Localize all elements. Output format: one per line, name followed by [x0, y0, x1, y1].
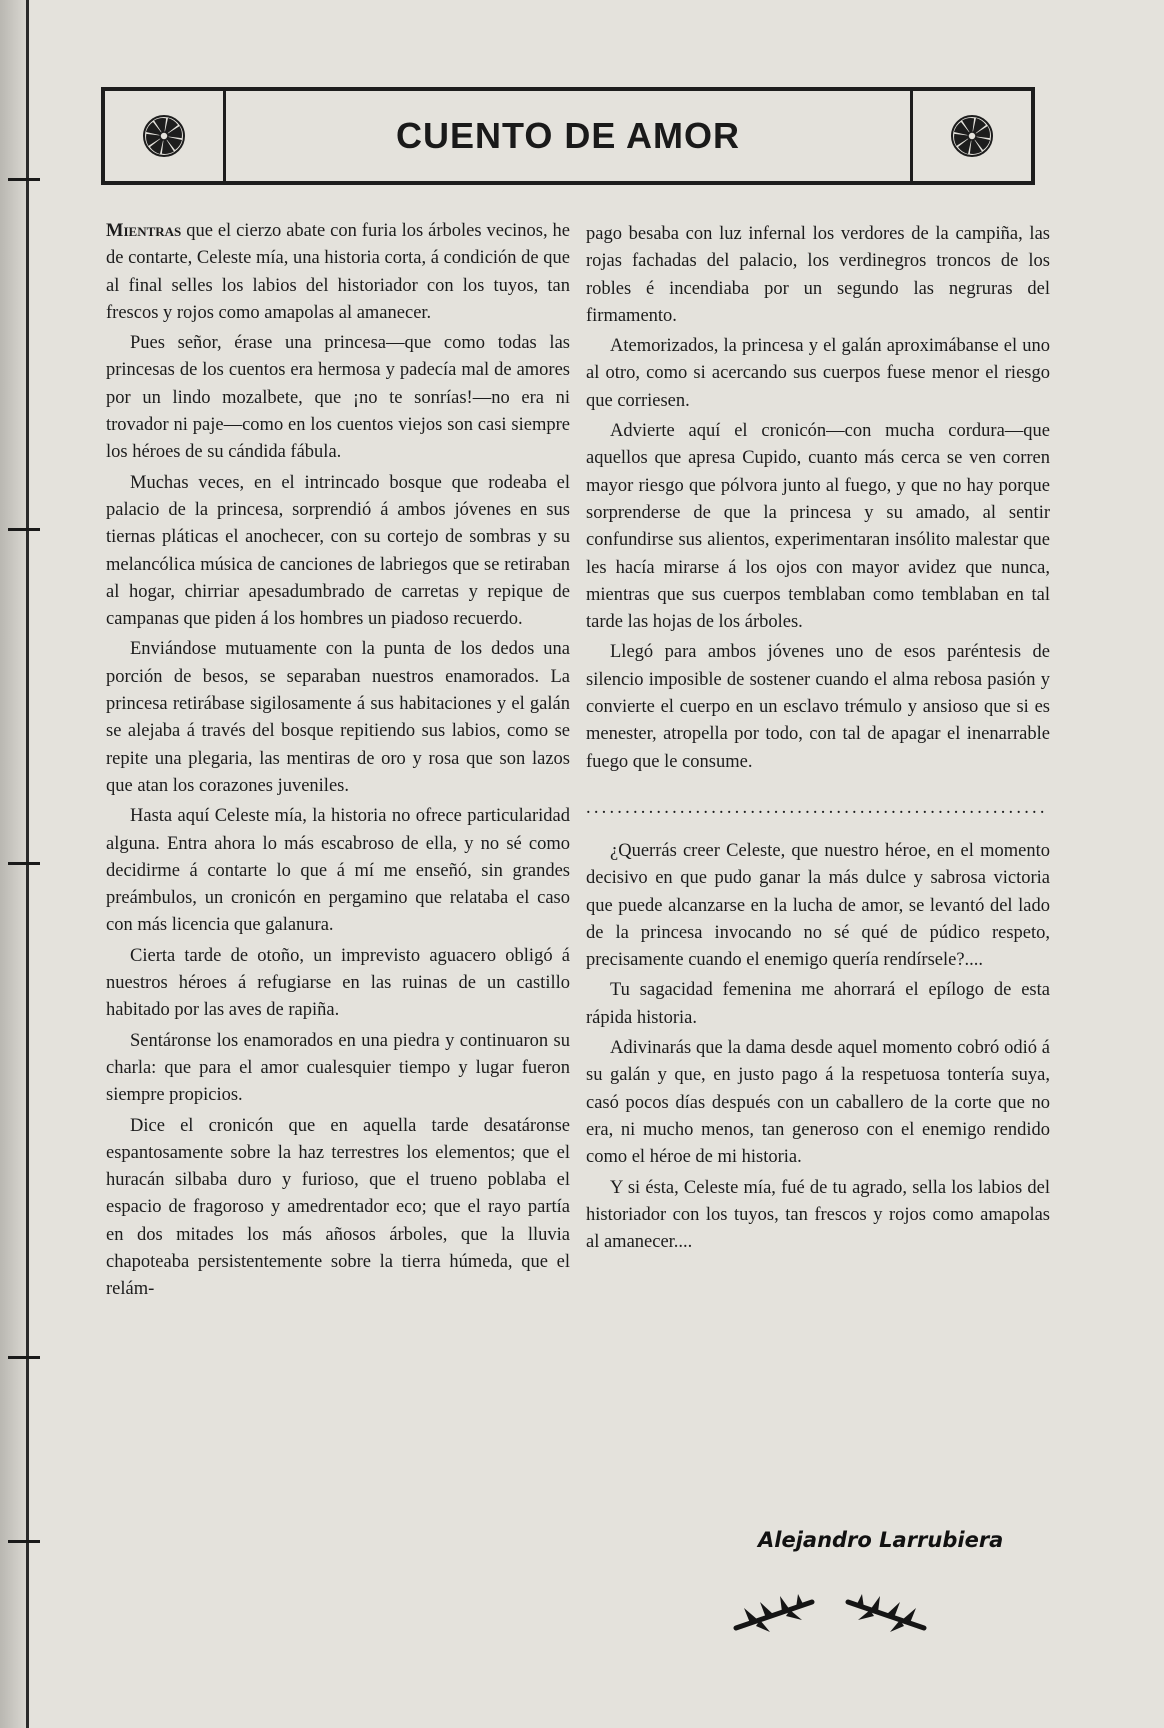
paragraph [106, 218, 570, 327]
paragraph: pago besaba con luz infernal los verdores de la campiña, las rojas fachadas del palacio, los verdinegros troncos de los robles é incendiaba por un segundo las negruras del firmamento. [586, 224, 1050, 326]
article-header [101, 87, 1035, 185]
author-signature: Alejandro Larrubiera [758, 1528, 1004, 1552]
binding-mark [8, 1356, 40, 1359]
section-break-dots: ........................................................... [586, 797, 1048, 818]
paragraph: Tu sagacidad femenina me ahorrará el epílogo de esta rápida historia. [586, 980, 1050, 1028]
pinwheel-ornament-icon [142, 114, 186, 158]
right-text-column [586, 221, 1050, 1259]
paragraph: Enviándose mutuamente con la punta de los dedos una porción de besos, se separaban nuestros enamorados. La princesa retirábase sigilosamente á sus habitaciones y el galán se alejaba á través del bosque repitiendo sus labios, como se repite una plegaria, las mentiras de oro y rosa que son lazos que atan los corazones juveniles. [106, 639, 570, 796]
paragraph: Pues señor, érase una princesa—que como todas las princesas de los cuentos era hermosa y padecía mal de amores por un lindo mozalbete, que ¡no te sonrías!—no era ni trovador ni paje—como en los cuentos viejos son casi siempre los héroes de su cándida fábula. [106, 333, 570, 463]
header-left-ornament-box [105, 91, 226, 181]
paragraph: Muchas veces, en el intrincado bosque que rodeaba el palacio de la princesa, sorprendió á ambos jóvenes en sus tiernas pláticas el anochecer, con su cortejo de sombras y su melancólica música de canciones de labriegos que se retiraban al hogar, chirriar apesadumbrado de carretas y repique de campanas que piden á los hombres un piadoso recuerdo. [106, 472, 570, 630]
paragraph: Hasta aquí Celeste mía, la historia no ofrece particularidad alguna. Entra ahora lo más escabroso de ella, y no sé como decidirme á contarte lo que á mí me enseñó, sin grandes preámbulos, un cronicón en pergamino que relataba el caso con más licencia que galanura. [106, 806, 570, 936]
paragraph: Atemorizados, la princesa y el galán aproximábanse el uno al otro, como si acercando sus cuerpos fuese menor el riesgo que corriesen. [586, 336, 1050, 411]
lead-word: Mientras [106, 221, 182, 241]
paragraph: Advierte aquí el cronicón—con mucha cordura—que aquellos que apresa Cupido, cuanto más cerca se ven corren mayor riesgo que pólvora junto al fuego, y que no hay porque sorprenderse de que la princesa y su amado, al sentir confundirse sus alientos, experimentaran insólito malestar que les hacía mirarse á los ojos con mayor avidez que nunca, mientras que sus cuerpos temblaban como temblaban en tal tarde las hojas de los árboles. [586, 421, 1050, 633]
paragraph: ¿Querrás creer Celeste, que nuestro héroe, en el momento decisivo en que pudo ganar la más dulce y sabrosa victoria que puede alcanzarse en la lucha de amor, se levantó del lado de la princesa invocando no sé qué de púdico respeto, precisamente cuando el enemigo quería rendírsele?.... [586, 840, 1050, 971]
binding-mark [8, 178, 40, 181]
left-text-column [106, 218, 570, 1307]
binding-mark [8, 862, 40, 865]
paragraph: Cierta tarde de otoño, un imprevisto aguacero obligó á nuestros héroes á refugiarse en las ruinas de un castillo habitado por las aves de rapiña. [106, 945, 570, 1021]
header-right-ornament-box [910, 91, 1031, 181]
paragraph: Y si ésta, Celeste mía, fué de tu agrado, sella los labios del historiador con los tuyos, tan frescos y rojos como amapolas al amanecer.... [586, 1177, 1050, 1253]
bamboo-ornament-icon [730, 1590, 930, 1641]
pinwheel-ornament-icon [950, 114, 994, 158]
paragraph: Adivinarás que la dama desde aquel momento cobró odió á su galán y que, en justo pago á la respetuosa tontería suya, casó pocos días después con un caballero de la corte que no era, ni mucho menos, tan generoso con el enemigo rendido como el héroe de mi historia. [586, 1038, 1050, 1168]
binding-mark [8, 1540, 40, 1543]
paragraph: Dice el cronicón que en aquella tarde desatáronse espantosamente sobre la haz terrestres los elementos; que el huracán silbaba duro y furioso, que el trueno poblaba el espacio de fragoroso y amedrentador eco; que el rayo partía en dos mitades los más añosos árboles, que la lluvia chapoteaba persistentemente sobre la tierra húmeda, que el relám- [106, 1115, 570, 1300]
binding-mark [8, 528, 40, 531]
article-title: CUENTO DE AMOR [395, 115, 740, 156]
paragraph: Llegó para ambos jóvenes uno de esos paréntesis de silencio imposible de sostener cuando el alma rebosa pasión y convierte el cuerpo en un esclavo trémulo y ansioso que si es menester, atropella por todo, con tal de apagar el inenarrable fuego que le consume. [586, 642, 1050, 772]
paragraph-text: que el cierzo abate con furia los árboles vecinos, he de contarte, Celeste mía, una historia corta, á condición de que al final selles los labios del historiador con los tuyos, tan frescos y rojos como amapolas al amanecer. [106, 221, 570, 323]
paragraph: Sentáronse los enamorados en una piedra y continuaron su charla: que para el amor cualesquier tiempo y lugar fueron siempre propicios. [106, 1030, 570, 1106]
